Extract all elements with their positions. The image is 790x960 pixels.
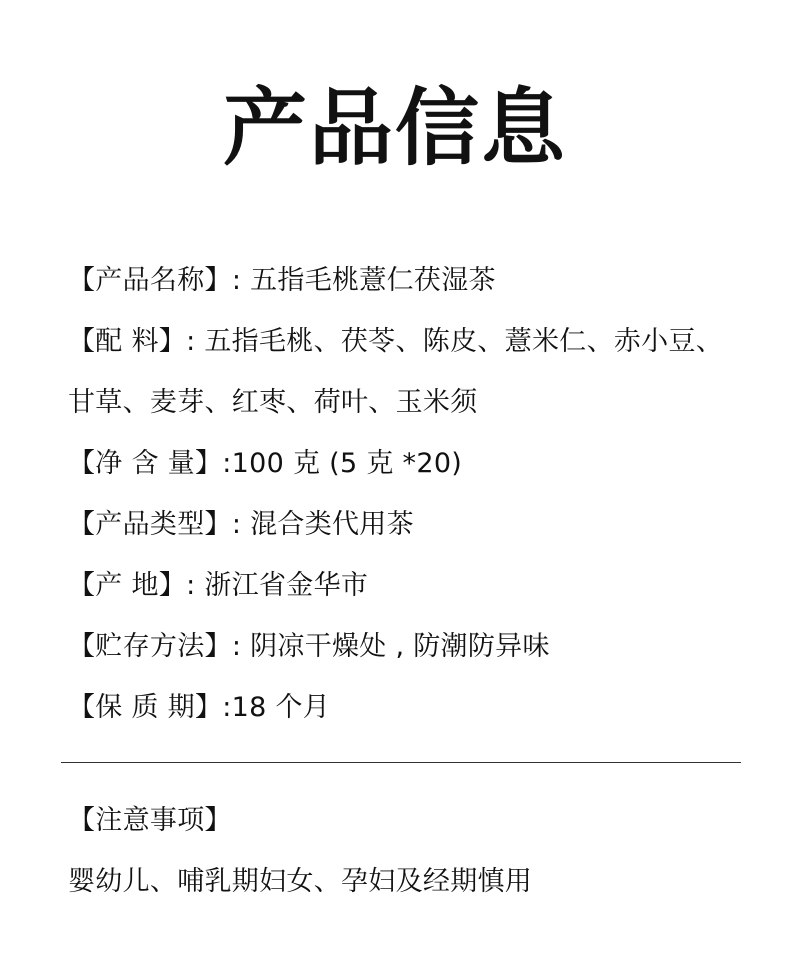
info-label: 【净 含 量】: [68, 448, 223, 479]
info-label: 【产品名称】: [68, 265, 232, 296]
product-info-list: [68, 250, 758, 738]
info-label: 【产 地】: [68, 570, 187, 601]
info-label: 【保 质 期】: [68, 692, 223, 723]
info-row-net-content: [68, 433, 758, 494]
precautions-text: 婴幼儿、哺乳期妇女、孕妇及经期慎用: [68, 866, 533, 897]
info-value: : 混合类代用茶: [231, 509, 414, 540]
info-row-storage: [68, 616, 758, 677]
info-value: : 五指毛桃薏仁茯湿茶: [231, 265, 496, 296]
info-row-origin: [68, 555, 758, 616]
info-row-shelf-life: [68, 677, 758, 738]
info-row-product-name: [68, 250, 758, 311]
section-divider: [61, 762, 741, 763]
info-row-ingredients: [68, 311, 758, 372]
info-value: : 五指毛桃、茯苓、陈皮、薏米仁、赤小豆、: [186, 326, 724, 357]
info-label: 【配 料】: [68, 326, 187, 357]
info-label: 【贮存方法】: [68, 631, 232, 662]
info-value: :100 克 (5 克 *20): [222, 448, 463, 479]
info-value: :18 个月: [222, 692, 331, 723]
info-row-product-type: [68, 494, 758, 555]
page-title: 产品信息: [222, 78, 567, 177]
info-row-ingredients-continued: [68, 372, 758, 433]
info-label: 【产品类型】: [68, 509, 232, 540]
precautions-heading: 【注意事项】: [68, 805, 232, 836]
precautions-section: [68, 790, 758, 912]
info-value: 甘草、麦芽、红枣、荷叶、玉米须: [68, 387, 478, 418]
info-value: : 阴凉干燥处 , 防潮防异味: [231, 631, 550, 662]
info-value: : 浙江省金华市: [186, 570, 369, 601]
